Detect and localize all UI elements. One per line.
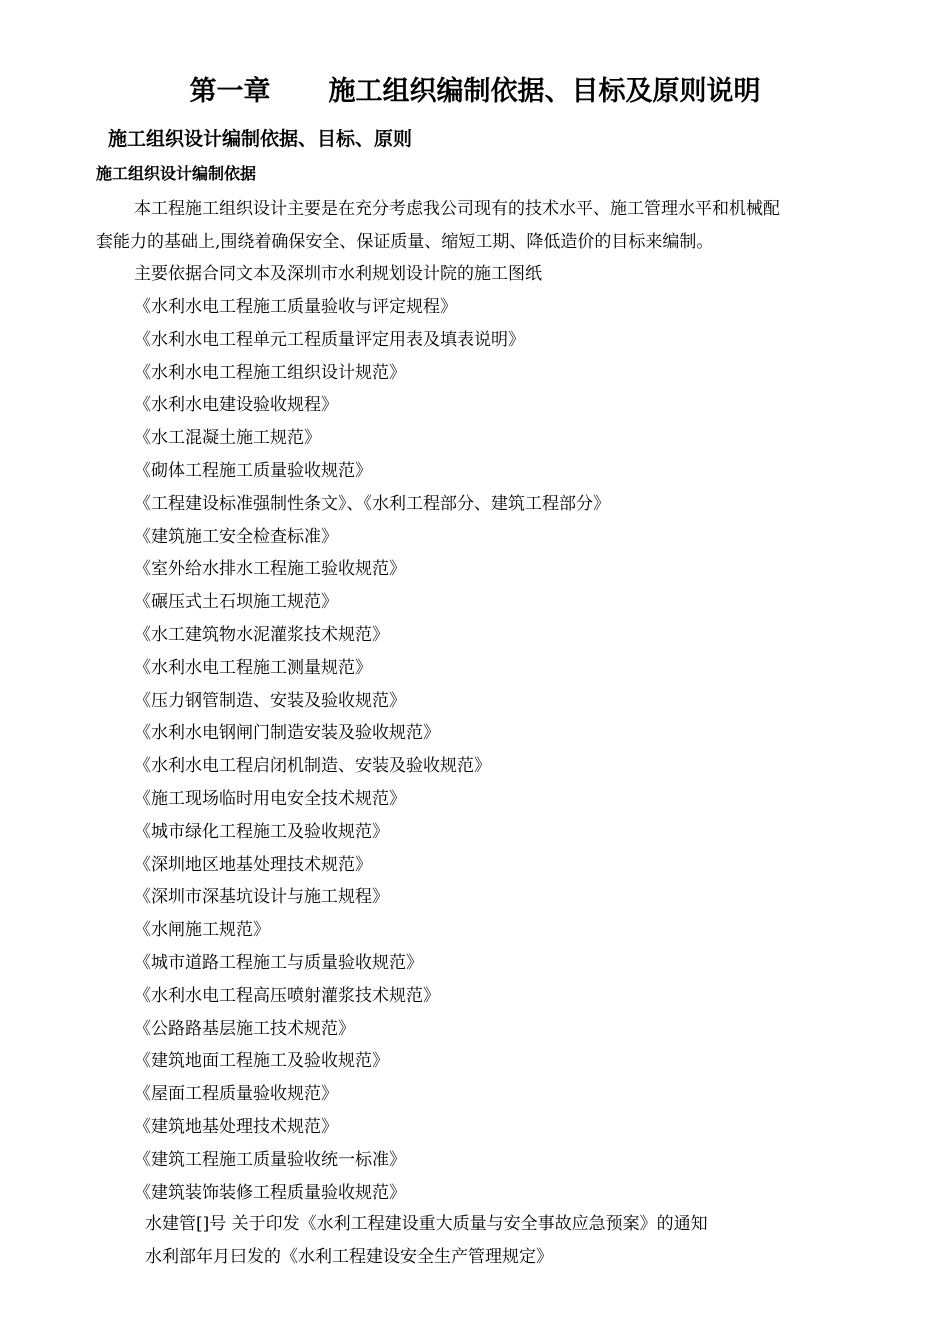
reference-item: 《水利水电工程施工测量规范》: [134, 657, 372, 678]
reference-item: 《屋面工程质量验收规范》: [134, 1084, 338, 1105]
reference-item: 《水利水电工程单元工程质量评定用表及填表说明》: [134, 329, 525, 350]
intro-line-2: 套能力的基础上,围绕着确保安全、保证质量、缩短工期、降低造价的目标来编制。: [96, 232, 714, 252]
reference-item: 《建筑地面工程施工及验收规范》: [134, 1051, 389, 1072]
basis-line: 主要依据合同文本及深圳市水利规划设计院的施工图纸: [134, 264, 542, 284]
reference-item: 《建筑装饰装修工程质量验收规范》: [134, 1182, 406, 1203]
reference-item: 《水工混凝土施工规范》: [134, 428, 321, 449]
chapter-heading: 施工组织编制依据、目标及原则说明: [328, 76, 761, 107]
reference-item: 《水利水电建设验收规程》: [134, 395, 338, 416]
reference-item: 《砌体工程施工质量验收规范》: [134, 460, 372, 481]
reference-item: 《水工建筑物水泥灌浆技术规范》: [134, 624, 389, 645]
reference-item: 《建筑工程施工质量验收统一标准》: [134, 1149, 406, 1170]
chapter-title: [0, 72, 950, 112]
reference-item: 《压力钢管制造、安装及验收规范》: [134, 690, 406, 711]
notice-line: 水利部年月曰发的《水利工程建设安全生产管理规定》: [145, 1247, 553, 1267]
reference-item: 《城市道路工程施工与质量验收规范》: [134, 952, 423, 973]
reference-item: 《施工现场临时用电安全技术规范》: [134, 788, 406, 809]
reference-item: 《碾压式土石坝施工规范》: [134, 592, 338, 613]
intro-line-1: 本工程施工组织设计主要是在充分考虑我公司现有的技术水平、施工管理水平和机械配: [134, 199, 780, 219]
reference-list: [134, 291, 610, 1209]
reference-item: 《水闸施工规范》: [134, 920, 270, 941]
reference-item: 《公路路基层施工技术规范》: [134, 1018, 355, 1039]
reference-item: 《水利水电工程施工组织设计规范》: [134, 362, 406, 383]
reference-item: 《深圳地区地基处理技术规范》: [134, 854, 372, 875]
reference-item: 《水利水电工程启闭机制造、安装及验收规范》: [134, 756, 491, 777]
reference-item: 《室外给水排水工程施工验收规范》: [134, 559, 406, 580]
reference-item: 《水利水电工程施工质量验收与评定规程》: [134, 297, 457, 317]
intro-paragraph: [96, 193, 876, 259]
reference-item: 《建筑施工安全检查标准》: [134, 526, 338, 547]
section-title: 施工组织设计编制依据、目标、原则: [108, 128, 413, 150]
subsection-title: 施工组织设计编制依据: [96, 164, 257, 183]
reference-item: 《工程建设标准强制性条文》、《水利工程部分、建筑工程部分》: [134, 493, 610, 514]
chapter-number: 第一章: [189, 76, 271, 107]
notice-line: 水建管[]号 关于印发《水利工程建设重大质量与安全事故应急预案》的通知: [145, 1214, 708, 1234]
reference-item: 《城市绿化工程施工及验收规范》: [134, 821, 389, 842]
reference-item: 《水利水电钢闸门制造安装及验收规范》: [134, 723, 440, 744]
reference-item: 《水利水电工程高压喷射灌浆技术规范》: [134, 985, 440, 1006]
reference-item: 《建筑地基处理技术规范》: [134, 1116, 338, 1137]
reference-item: 《深圳市深基坑设计与施工规程》: [134, 887, 389, 908]
